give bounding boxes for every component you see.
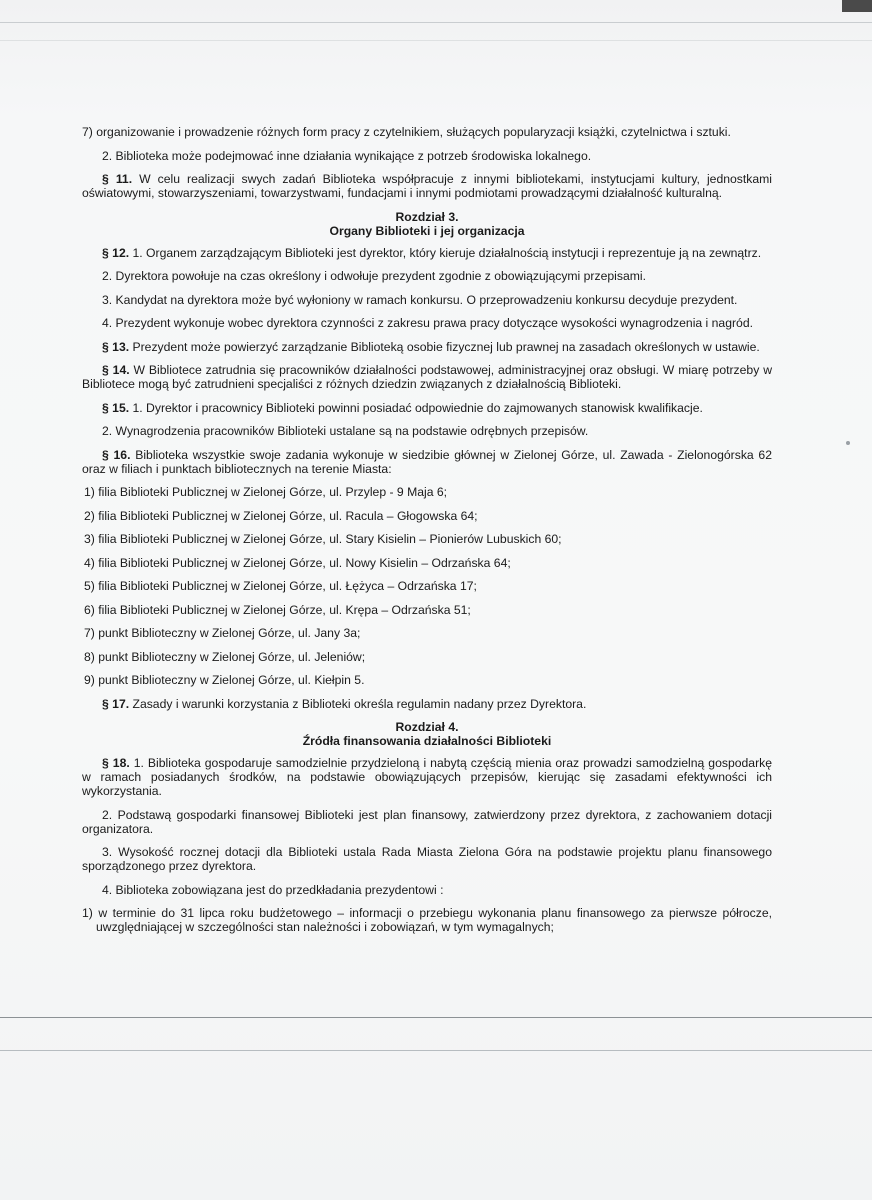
- section-number: § 11.: [102, 172, 133, 186]
- paragraph-17: § 17. Zasady i warunki korzystania z Biblioteki określa regulamin nadany przez Dyrektora.: [102, 696, 587, 711]
- section-number: § 17.: [102, 696, 130, 711]
- paragraph-18-1: § 18. 1. Biblioteka gospodaruje samodzielnie przydzieloną i nabytą częścią mienia oraz prowadzi samodzielną gospodarkę w ramach posiadanych środków, na podstawie obowiązujących przepisów, kierując się zasadami efektywności ich wykorzystania.: [82, 756, 772, 798]
- paragraph-12-1: § 12. 1. Organem zarządzającym Biblioteki jest dyrektor, który kieruje działalnością instytucji i reprezentuje ją na zewnątrz.: [102, 245, 762, 260]
- document-body: [82, 125, 772, 944]
- paragraph-12-2: 2. Dyrektora powołuje na czas określony i odwołuje prezydent zgodnie z obowiązującymi przepisami.: [102, 269, 646, 283]
- paragraph-14: § 14. W Bibliotece zatrudnia się pracowników działalności podstawowej, administracyjnej oraz obsługi. W miarę potrzeby w Bibliotece mogą być zatrudnieni specjaliści z różnych dziedzin związanych z działalnością Biblioteki.: [82, 363, 772, 391]
- paragraph-15-2: 2. Wynagrodzenia pracowników Biblioteki ustalane są na podstawie odrębnych przepisów.: [102, 424, 589, 438]
- chapter-title: Rozdział 3.: [395, 209, 459, 224]
- paragraph-18-3: 3. Wysokość rocznej dotacji dla Biblioteki ustala Rada Miasta Zielona Góra na podstawie projektu planu finansowego sporządzonego przez dyrektora.: [82, 845, 772, 873]
- scan-speck: [846, 441, 850, 445]
- list-item: 1) filia Biblioteki Publicznej w Zielonej Górze, ul. Przylep - 9 Maja 6;: [84, 485, 448, 499]
- paragraph-11: § 11. W celu realizacji swych zadań Biblioteka współpracuje z innymi bibliotekami, instytucjami kultury, jednostkami oświatowymi, stowarzyszeniami, towarzystwami, fundacjami i innymi podmiotami prowadzącymi działalność kulturalną.: [82, 172, 772, 200]
- scan-edge-shadow: [842, 0, 872, 12]
- list-item: 5) filia Biblioteki Publicznej w Zielonej Górze, ul. Łężyca – Odrzańska 17;: [84, 579, 477, 593]
- list-item: 4) filia Biblioteki Publicznej w Zielonej Górze, ul. Nowy Kisielin – Odrzańska 64;: [84, 555, 511, 570]
- paragraph-18-4-item-1: 1) w terminie do 31 lipca roku budżetowego – informacji o przebiegu wykonania planu finansowego za pierwsze półrocze, uwzględniającej w szczególności stan należności i zobowiązań, w tym wymagalnych;: [82, 906, 772, 934]
- section-number: § 12.: [102, 245, 130, 260]
- page-fold-line: [0, 1050, 872, 1051]
- paragraph-item-7: 7) organizowanie i prowadzenie różnych form pracy z czytelnikiem, służących popularyzacji książki, czytelnictwa i sztuki.: [82, 125, 731, 139]
- paragraph-10-2: 2. Biblioteka może podejmować inne działania wynikające z potrzeb środowiska lokalnego.: [102, 148, 592, 163]
- paragraph-15-1: § 15. 1. Dyrektor i pracownicy Biblioteki powinni posiadać odpowiednie do zajmowanych stanowisk kwalifikacje.: [102, 400, 703, 415]
- list-item: 8) punkt Biblioteczny w Zielonej Górze, ul. Jeleniów;: [84, 649, 366, 664]
- paragraph-12-3: 3. Kandydat na dyrektora może być wyłoniony w ramach konkursu. O przeprowadzeniu konkursu decyduje prezydent.: [102, 292, 738, 307]
- paragraph-16: § 16. Biblioteka wszystkie swoje zadania wykonuje w siedzibie głównej w Zielonej Górze, ul. Zawada - Zielonogórska 62 oraz w filiach i punktach bibliotecznych na terenie Miasta:: [82, 447, 772, 476]
- section-number: § 18.: [102, 756, 130, 770]
- section-number: § 14.: [102, 363, 130, 377]
- list-item: 3) filia Biblioteki Publicznej w Zielonej Górze, ul. Stary Kisielin – Pionierów Lubuskich 60;: [84, 532, 562, 546]
- scan-artifact-line: [0, 22, 872, 23]
- list-item: 2) filia Biblioteki Publicznej w Zielonej Górze, ul. Racula – Głogowska 64;: [84, 508, 478, 523]
- paragraph-13: § 13. Prezydent może powierzyć zarządzanie Biblioteką osobie fizycznej lub prawnej na zasadach określonych w ustawie.: [102, 339, 760, 354]
- paragraph-18-2: 2. Podstawą gospodarki finansowej Biblioteki jest plan finansowy, zatwierdzony przez dyrektora, z zachowaniem dotacji organizatora.: [82, 807, 772, 836]
- scan-artifact-line: [0, 40, 872, 41]
- chapter-subtitle: Organy Biblioteki i jej organizacja: [329, 223, 525, 238]
- chapter-3-heading: [82, 210, 772, 238]
- list-item: 7) punkt Biblioteczny w Zielonej Górze, ul. Jany 3a;: [84, 626, 361, 640]
- section-number: § 16.: [102, 447, 131, 462]
- list-item: 6) filia Biblioteki Publicznej w Zielonej Górze, ul. Krępa – Odrzańska 51;: [84, 602, 471, 617]
- list-item: 9) punkt Biblioteczny w Zielonej Górze, ul. Kiełpin 5.: [84, 673, 365, 687]
- chapter-title: Rozdział 4.: [395, 720, 459, 734]
- page-fold-line: [0, 1017, 872, 1018]
- chapter-subtitle: Źródła finansowania działalności Biblioteki: [302, 734, 552, 748]
- section-number: § 13.: [102, 339, 130, 354]
- chapter-4-heading: [82, 720, 772, 748]
- section-number: § 15.: [102, 400, 130, 415]
- paragraph-18-4: 4. Biblioteka zobowiązana jest do przedkładania prezydentowi :: [102, 882, 444, 897]
- paragraph-12-4: 4. Prezydent wykonuje wobec dyrektora czynności z zakresu prawa pracy dotyczące wysokości wynagrodzenia i nagród.: [102, 316, 753, 330]
